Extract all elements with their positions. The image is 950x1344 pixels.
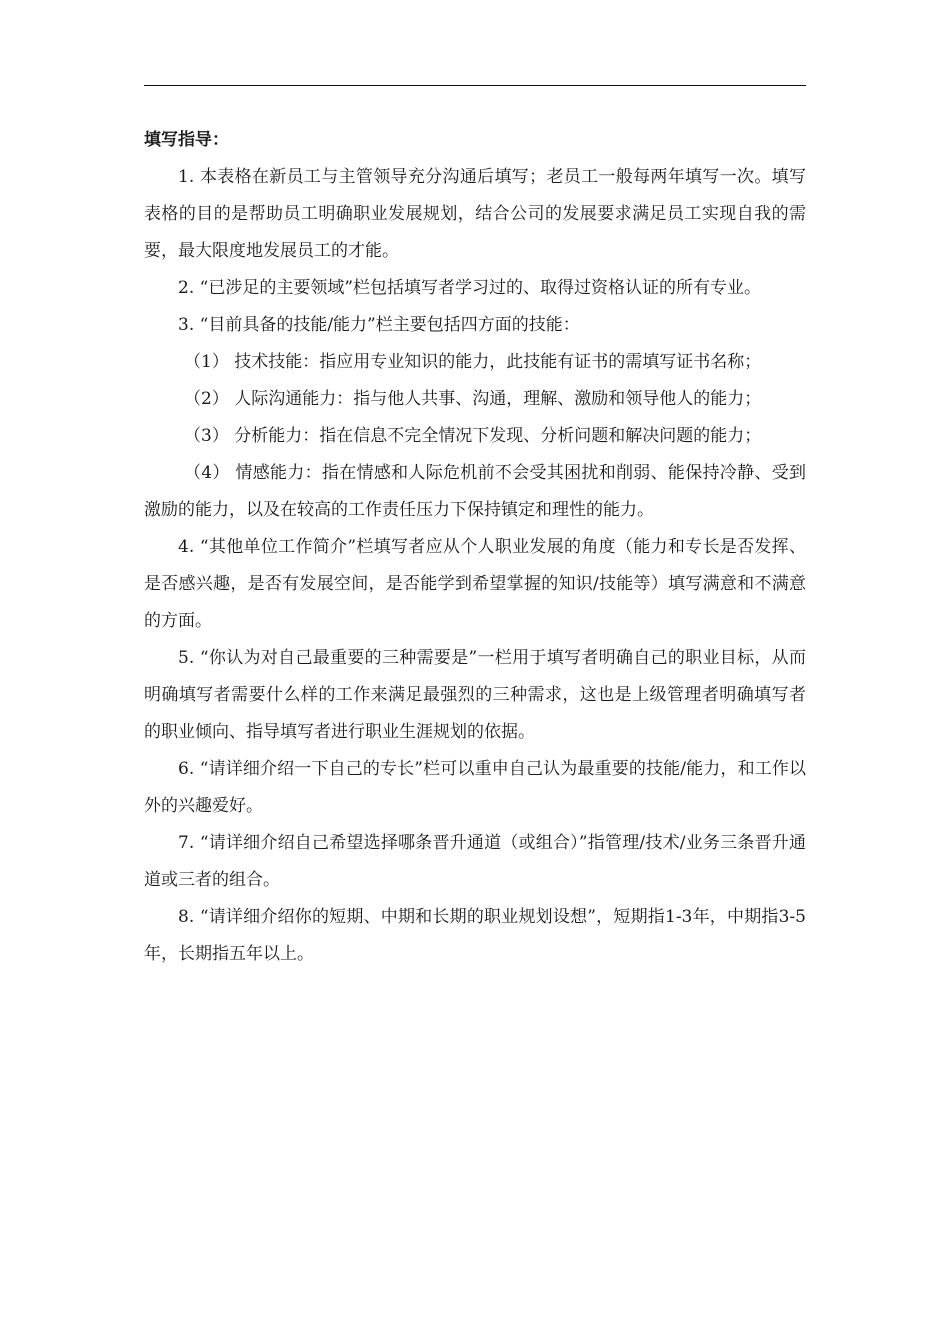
- instruction-item-7: 7. “请详细介绍自己希望选择哪条晋升通道（或组合）”指管理/技术/业务三条晋升通道或三者的组合。: [144, 833, 806, 890]
- header-rule: [144, 85, 806, 86]
- instruction-item-2: 2. “已涉足的主要领域”栏包括填写者学习过的、取得过资格认证的所有专业。: [178, 278, 762, 298]
- section-heading: 填写指导：: [144, 130, 229, 150]
- document-body: [144, 122, 806, 973]
- instruction-item-6: 6. “请详细介绍一下自己的专长”栏可以重申自己认为最重要的技能/能力，和工作以外的兴趣爱好。: [144, 759, 806, 816]
- instruction-item-3: 3. “目前具备的技能/能力”栏主要包括四方面的技能：: [178, 315, 580, 335]
- instruction-item-1: 1. 本表格在新员工与主管领导充分沟通后填写；老员工一般每两年填写一次。填写表格的目的是帮助员工明确职业发展规划，结合公司的发展要求满足员工实现自我的需要，最大限度地发展员工的才能。: [144, 167, 806, 261]
- instruction-item-4: 4. “其他单位工作简介”栏填写者应从个人职业发展的角度（能力和专长是否发挥、是否感兴趣，是否有发展空间，是否能学到希望掌握的知识/技能等）填写满意和不满意的方面。: [144, 537, 806, 631]
- skill-item-interpersonal: （2） 人际沟通能力：指与他人共事、沟通，理解、激励和领导他人的能力；: [184, 389, 762, 409]
- instruction-item-5: 5. “你认为对自己最重要的三种需要是”一栏用于填写者明确自己的职业目标，从而明确填写者需要什么样的工作来满足最强烈的三种需求，这也是上级管理者明确填写者的职业倾向、指导填写者进行职业生涯规划的依据。: [144, 648, 806, 742]
- skill-item-emotional: （4） 情感能力：指在情感和人际危机前不会受其困扰和削弱、能保持冷静、受到激励的能力，以及在较高的工作责任压力下保持镇定和理性的能力。: [144, 463, 806, 520]
- instruction-item-8: 8. “请详细介绍你的短期、中期和长期的职业规划设想”，短期指1-3年，中期指3-5年，长期指五年以上。: [144, 907, 806, 964]
- skill-item-technical: （1） 技术技能：指应用专业知识的能力，此技能有证书的需填写证书名称；: [184, 352, 762, 372]
- skill-item-analytical: （3） 分析能力：指在信息不完全情况下发现、分析问题和解决问题的能力；: [184, 426, 762, 446]
